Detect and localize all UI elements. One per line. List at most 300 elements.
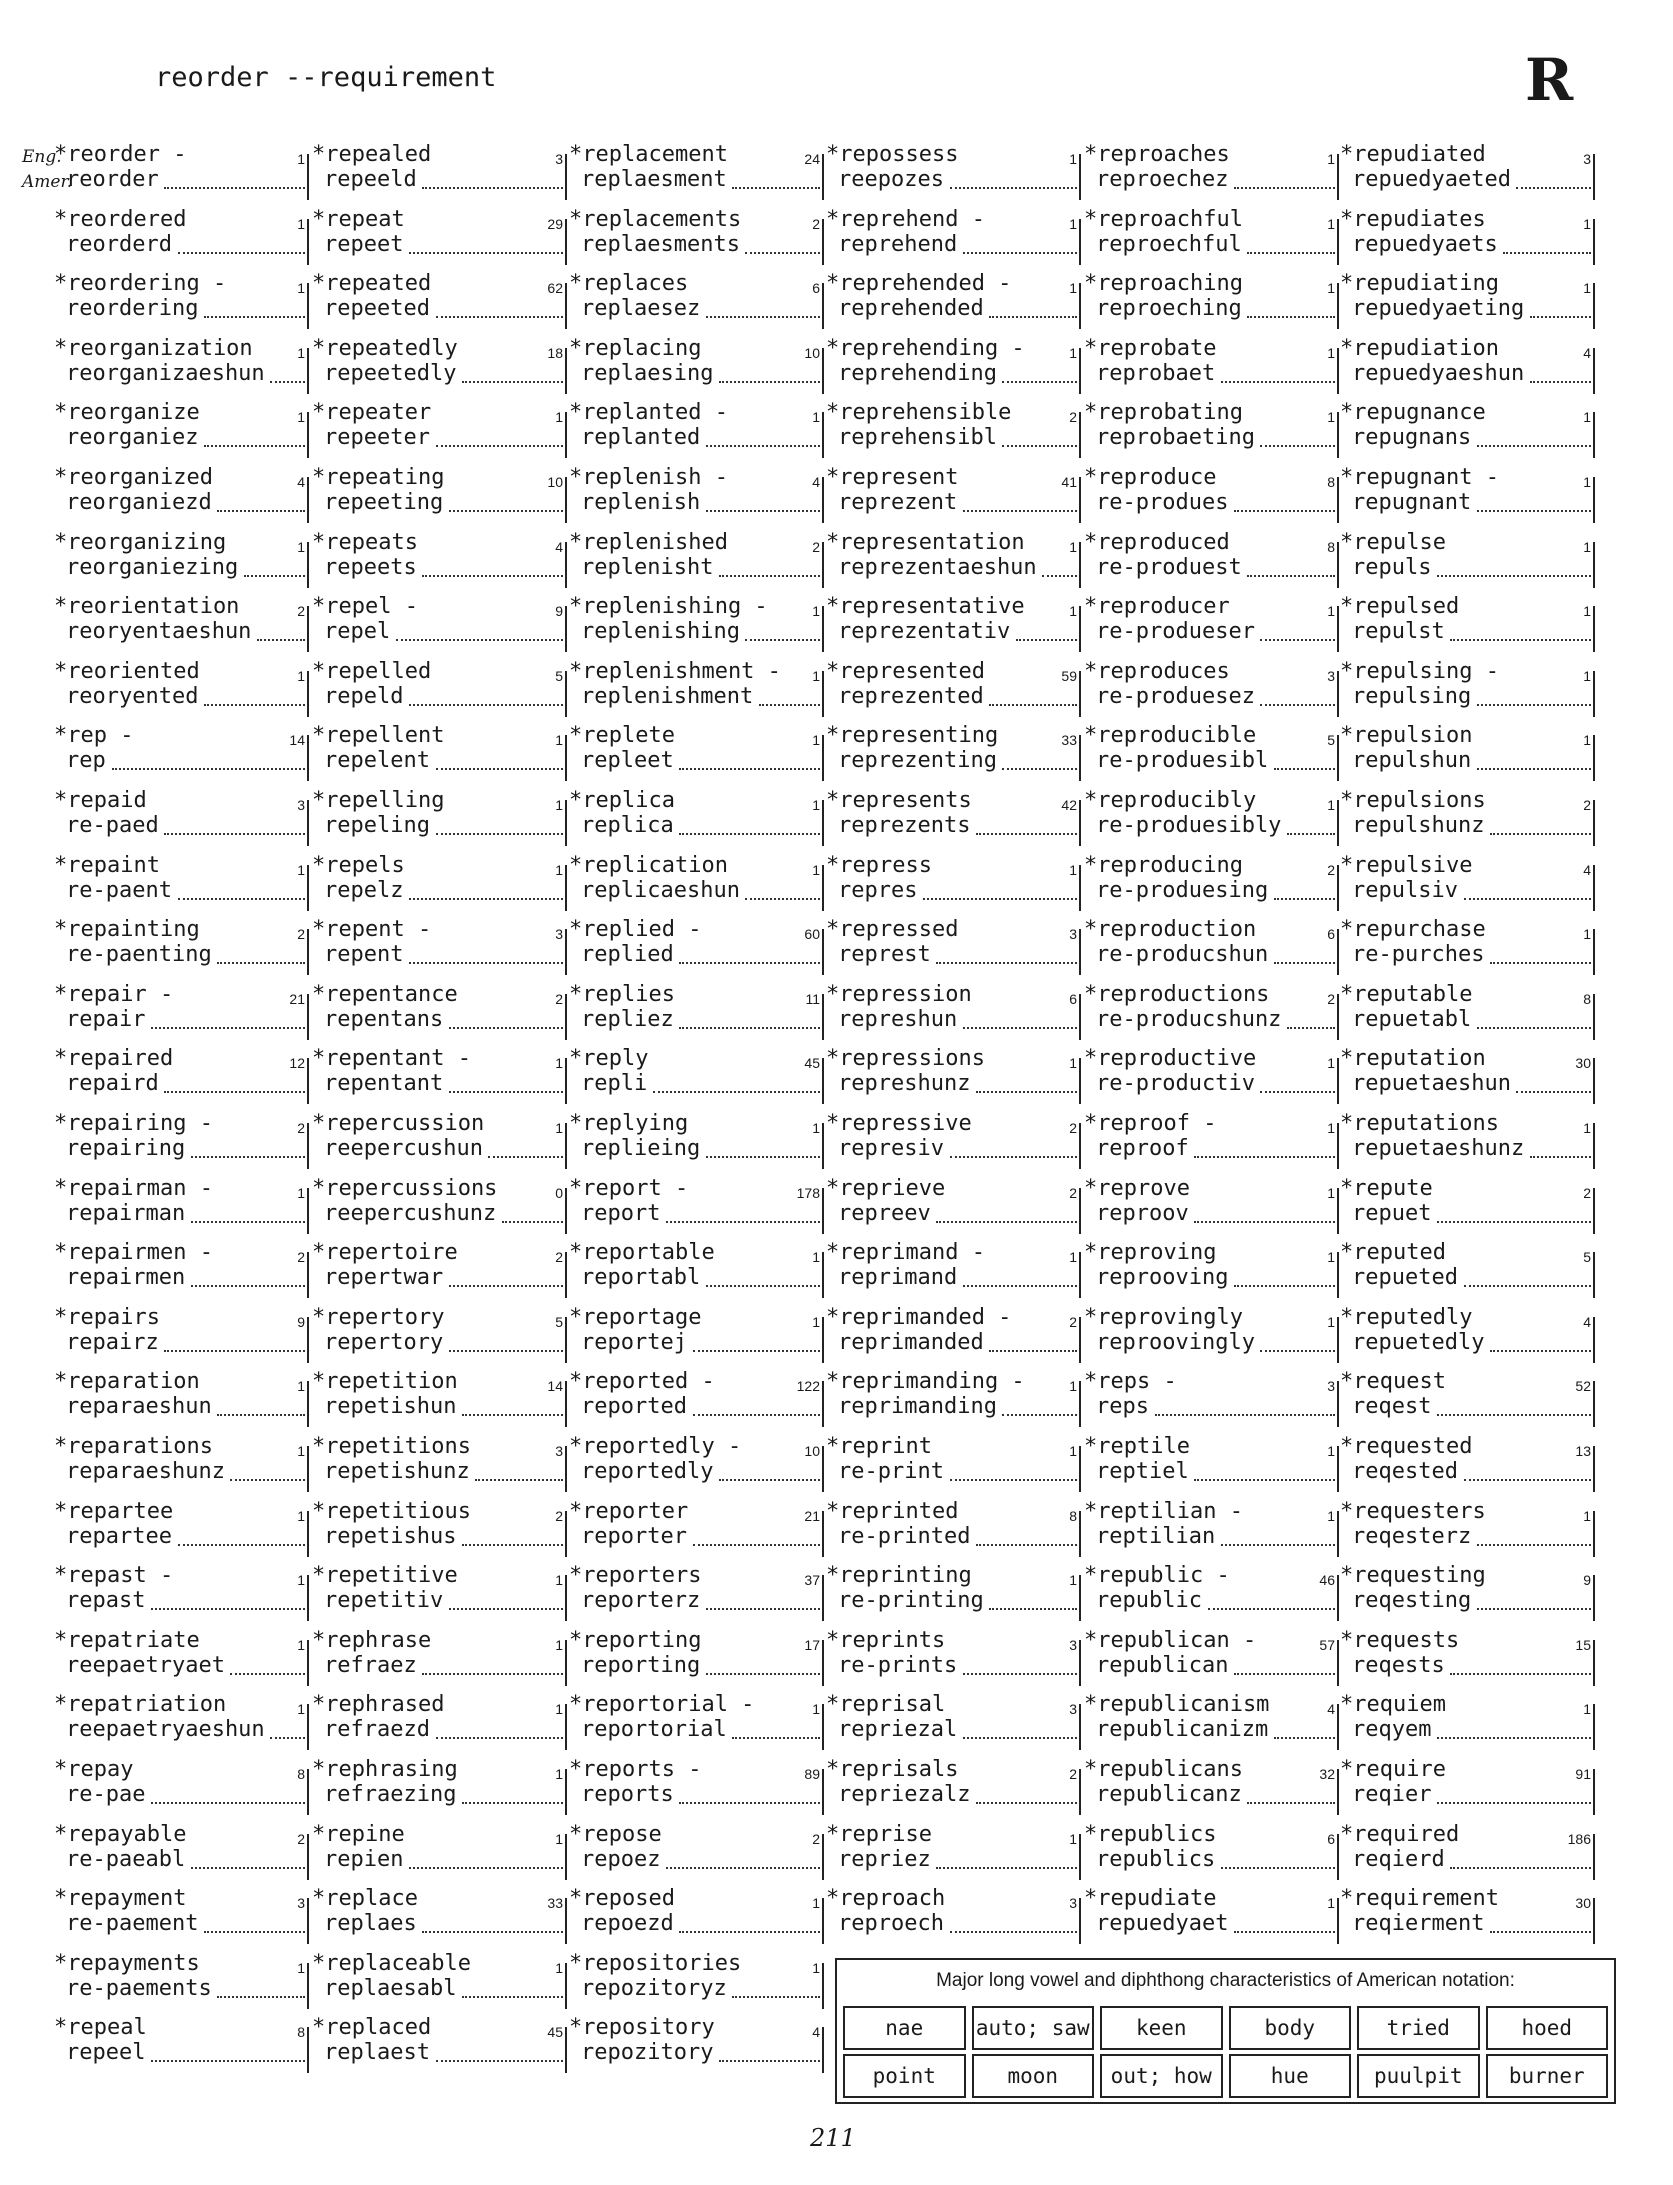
vowel-example: burner bbox=[1486, 2054, 1609, 2098]
frequency-count: 1 bbox=[1069, 1378, 1077, 1395]
leader-dots bbox=[1530, 316, 1591, 318]
american-spelling: reptiel bbox=[1096, 1459, 1189, 1484]
american-spelling: reqests bbox=[1352, 1652, 1445, 1678]
dictionary-entry bbox=[567, 1111, 824, 1169]
frequency-count: 1 bbox=[812, 1313, 820, 1330]
american-spelling: replaesez bbox=[581, 296, 701, 322]
vowel-example: nae bbox=[843, 2006, 966, 2050]
frequency-count: 4 bbox=[1583, 1313, 1591, 1330]
leader-dots bbox=[1477, 704, 1591, 706]
frequency-count: 4 bbox=[1583, 344, 1591, 361]
english-spelling: *repress bbox=[826, 852, 932, 878]
leader-dots bbox=[462, 1996, 563, 1998]
american-spelling: reqyem bbox=[1352, 1717, 1432, 1743]
dictionary-entry bbox=[310, 1305, 567, 1363]
american-spelling: reepozes bbox=[838, 167, 944, 192]
leader-dots bbox=[976, 1544, 1077, 1546]
english-spelling: *repudiate bbox=[1084, 1886, 1217, 1912]
dictionary-entry bbox=[1338, 1757, 1595, 1815]
american-spelling: repelent bbox=[324, 748, 430, 774]
leader-dots bbox=[1260, 639, 1335, 641]
leader-dots bbox=[1234, 510, 1335, 512]
american-spelling: represhunz bbox=[838, 1071, 971, 1097]
leader-dots bbox=[1516, 187, 1591, 189]
american-spelling: re-productiv bbox=[1096, 1071, 1255, 1097]
american-spelling: repulsing bbox=[1352, 683, 1472, 709]
frequency-count: 17 bbox=[804, 1636, 820, 1653]
american-spelling: reprehending bbox=[838, 360, 997, 386]
american-spelling: reprimanded bbox=[838, 1329, 984, 1355]
american-spelling: re-paeabl bbox=[66, 1846, 186, 1872]
leader-dots bbox=[449, 1608, 563, 1610]
leader-dots bbox=[422, 575, 563, 577]
leader-dots bbox=[422, 187, 563, 189]
frequency-count: 42 bbox=[1061, 797, 1077, 813]
leader-dots bbox=[679, 962, 820, 964]
dictionary-entry bbox=[310, 1499, 567, 1557]
dictionary-entry bbox=[824, 1563, 1081, 1621]
leader-dots bbox=[706, 445, 820, 447]
leader-dots bbox=[1002, 768, 1077, 770]
frequency-count: 2 bbox=[1069, 1766, 1077, 1782]
english-spelling: *reports - bbox=[569, 1757, 702, 1782]
frequency-count: 1 bbox=[297, 409, 305, 426]
dictionary-entry bbox=[567, 982, 824, 1040]
leader-dots bbox=[1490, 962, 1591, 964]
english-spelling: *reprisals bbox=[826, 1757, 959, 1782]
leader-dots bbox=[989, 316, 1077, 318]
english-spelling: *repugnant - bbox=[1340, 465, 1499, 490]
dictionary-entry bbox=[52, 142, 309, 200]
dictionary-entry bbox=[824, 853, 1081, 911]
dictionary-entry bbox=[567, 1692, 824, 1750]
english-spelling: *replenishment - bbox=[569, 658, 781, 684]
frequency-count: 1 bbox=[812, 1959, 820, 1976]
english-spelling: *reporters bbox=[569, 1563, 702, 1589]
american-spelling: reproech bbox=[838, 1911, 944, 1937]
american-spelling: reported bbox=[581, 1394, 687, 1420]
leader-dots bbox=[1194, 1479, 1335, 1481]
dictionary-entry bbox=[824, 1046, 1081, 1104]
leader-dots bbox=[732, 1996, 820, 1998]
dictionary-entry bbox=[1082, 1628, 1339, 1686]
american-spelling: republics bbox=[1096, 1846, 1216, 1872]
leader-dots bbox=[1450, 1673, 1591, 1675]
english-spelling: *reprise bbox=[826, 1821, 932, 1847]
leader-dots bbox=[679, 768, 820, 770]
english-spelling: *republic - bbox=[1084, 1563, 1230, 1589]
american-spelling: re-paements bbox=[66, 1975, 212, 2001]
frequency-count: 9 bbox=[1583, 1572, 1591, 1589]
english-spelling: *reorder - bbox=[54, 142, 187, 167]
american-spelling: repeeted bbox=[324, 296, 430, 322]
english-spelling: *repercussions bbox=[312, 1175, 498, 1201]
english-spelling: *reparations bbox=[54, 1434, 213, 1459]
american-spelling: reepaetryaeshun bbox=[66, 1717, 265, 1743]
leader-dots bbox=[436, 445, 563, 447]
leader-dots bbox=[230, 1673, 305, 1675]
english-spelling: *replacing bbox=[569, 335, 702, 361]
leader-dots bbox=[666, 1221, 820, 1223]
frequency-count: 1 bbox=[1583, 280, 1591, 297]
leader-dots bbox=[1477, 1027, 1591, 1029]
american-spelling: reorganiezd bbox=[66, 490, 212, 515]
leader-dots bbox=[230, 1479, 305, 1481]
american-spelling: reprimanding bbox=[838, 1394, 997, 1420]
frequency-count: 1 bbox=[297, 667, 305, 684]
american-spelling: replaesment bbox=[581, 167, 727, 192]
english-spelling: *replenish - bbox=[569, 465, 728, 490]
frequency-count: 4 bbox=[555, 538, 563, 555]
american-spelling: reprezented bbox=[838, 683, 984, 709]
english-spelling: *repatriation bbox=[54, 1692, 227, 1718]
english-spelling: *repudiating bbox=[1340, 271, 1499, 297]
dictionary-entry bbox=[310, 2015, 567, 2073]
frequency-count: 1 bbox=[1327, 280, 1335, 297]
dictionary-entry bbox=[567, 1951, 824, 2009]
dictionary-entry bbox=[1338, 400, 1595, 458]
american-spelling: repoez bbox=[581, 1846, 661, 1872]
dictionary-entry bbox=[52, 465, 309, 523]
american-spelling: repriez bbox=[838, 1846, 931, 1872]
english-spelling: *reps - bbox=[1084, 1369, 1177, 1395]
english-spelling: *represent bbox=[826, 465, 959, 490]
english-spelling: *reorganized bbox=[54, 465, 213, 490]
english-spelling: *reprimanding - bbox=[826, 1369, 1025, 1395]
frequency-count: 1 bbox=[555, 1766, 563, 1782]
frequency-count: 3 bbox=[1069, 1701, 1077, 1718]
english-spelling: *repairing - bbox=[54, 1111, 213, 1136]
english-spelling: *reoriented bbox=[54, 658, 200, 684]
american-spelling: reepercushunz bbox=[324, 1200, 497, 1226]
frequency-count: 2 bbox=[555, 1249, 563, 1266]
frequency-count: 6 bbox=[812, 280, 820, 297]
dictionary-entry bbox=[824, 1111, 1081, 1169]
english-spelling: *reorientation bbox=[54, 594, 240, 620]
american-spelling: replenishment bbox=[581, 683, 754, 709]
english-spelling: *repository bbox=[569, 2015, 715, 2041]
american-spelling: reportej bbox=[581, 1329, 687, 1355]
leader-dots bbox=[666, 1867, 820, 1869]
american-spelling: repozitoryz bbox=[581, 1975, 727, 2001]
leader-dots bbox=[1247, 252, 1335, 254]
leader-dots bbox=[449, 1091, 563, 1093]
american-spelling: reprobaeting bbox=[1096, 425, 1255, 451]
frequency-count: 8 bbox=[1327, 538, 1335, 555]
dictionary-entry bbox=[1082, 1434, 1339, 1492]
dictionary-entry bbox=[567, 1046, 824, 1104]
english-spelling: *reputations bbox=[1340, 1111, 1499, 1136]
frequency-count: 1 bbox=[1327, 797, 1335, 813]
american-spelling: re-produest bbox=[1096, 554, 1242, 580]
english-spelling: *require bbox=[1340, 1757, 1446, 1782]
frequency-count: 18 bbox=[547, 344, 563, 361]
dictionary-entry bbox=[1082, 1111, 1339, 1169]
american-spelling: reepaetryaet bbox=[66, 1652, 225, 1678]
american-spelling: repreev bbox=[838, 1200, 931, 1226]
frequency-count: 2 bbox=[812, 538, 820, 555]
american-spelling: refraez bbox=[324, 1652, 417, 1678]
dictionary-entry bbox=[310, 1951, 567, 2009]
leader-dots bbox=[1155, 1414, 1335, 1416]
leader-dots bbox=[693, 1544, 820, 1546]
frequency-count: 1 bbox=[1069, 1443, 1077, 1459]
leader-dots bbox=[1437, 575, 1591, 577]
frequency-count: 1 bbox=[555, 1636, 563, 1653]
leader-dots bbox=[1208, 1608, 1335, 1610]
dictionary-entry bbox=[310, 659, 567, 717]
american-spelling: reprehend bbox=[838, 231, 958, 257]
leader-dots bbox=[1516, 1091, 1591, 1093]
leader-dots bbox=[462, 1802, 563, 1804]
leader-dots bbox=[1221, 1867, 1335, 1869]
english-spelling: *replication bbox=[569, 852, 728, 878]
american-spelling: repentant bbox=[324, 1071, 444, 1097]
leader-dots bbox=[191, 1867, 305, 1869]
frequency-count: 1 bbox=[555, 732, 563, 749]
frequency-count: 8 bbox=[1327, 474, 1335, 490]
dictionary-entry bbox=[824, 1176, 1081, 1234]
english-spelling: *representation bbox=[826, 529, 1025, 555]
dictionary-entry bbox=[1082, 853, 1339, 911]
leader-dots bbox=[1247, 575, 1335, 577]
american-spelling: repairman bbox=[66, 1200, 186, 1226]
dictionary-entry bbox=[310, 1369, 567, 1427]
english-spelling: *repairs bbox=[54, 1304, 160, 1330]
leader-dots bbox=[1503, 252, 1591, 254]
leader-dots bbox=[1274, 1737, 1335, 1739]
american-spelling: replicaeshun bbox=[581, 877, 740, 903]
leader-dots bbox=[1530, 1156, 1591, 1158]
american-spelling: repulshunz bbox=[1352, 813, 1485, 838]
frequency-count: 11 bbox=[805, 990, 820, 1007]
dictionary-entry bbox=[1082, 594, 1339, 652]
leader-dots bbox=[1221, 381, 1335, 383]
frequency-count: 2 bbox=[1069, 1120, 1077, 1136]
frequency-count: 32 bbox=[1319, 1766, 1335, 1782]
leader-dots bbox=[1490, 833, 1591, 835]
leader-dots bbox=[679, 1027, 820, 1029]
english-spelling: *repairman - bbox=[54, 1175, 213, 1201]
american-spelling: re-print bbox=[838, 1459, 944, 1484]
frequency-count: 1 bbox=[1583, 603, 1591, 620]
leader-dots bbox=[1016, 639, 1077, 641]
frequency-count: 1 bbox=[297, 1636, 305, 1653]
english-spelling: *reported - bbox=[569, 1369, 715, 1395]
leader-dots bbox=[178, 252, 305, 254]
american-spelling: reqierd bbox=[1352, 1846, 1445, 1872]
english-spelling: *reptilian - bbox=[1084, 1498, 1243, 1524]
american-spelling: reprehended bbox=[838, 296, 984, 322]
dictionary-entry bbox=[1338, 1886, 1595, 1944]
dictionary-entry bbox=[52, 1628, 309, 1686]
dictionary-entry bbox=[52, 271, 309, 329]
dictionary-entry bbox=[567, 1369, 824, 1427]
dictionary-entry bbox=[1338, 1434, 1595, 1492]
label-amer: Amer. bbox=[22, 172, 73, 192]
frequency-count: 1 bbox=[1583, 538, 1591, 555]
american-spelling: replaes bbox=[324, 1911, 417, 1937]
english-spelling: *reply bbox=[569, 1046, 649, 1072]
leader-dots bbox=[462, 1414, 563, 1416]
dictionary-entry bbox=[824, 1369, 1081, 1427]
american-spelling: repliez bbox=[581, 1006, 674, 1032]
leader-dots bbox=[217, 1996, 305, 1998]
leader-dots bbox=[449, 1027, 563, 1029]
leader-dots bbox=[719, 381, 820, 383]
american-spelling: replaesabl bbox=[324, 1975, 457, 2001]
frequency-count: 6 bbox=[1327, 1830, 1335, 1847]
american-spelling: repuedyaeshun bbox=[1352, 360, 1525, 386]
dictionary-entry bbox=[1082, 1692, 1339, 1750]
leader-dots bbox=[679, 1931, 820, 1933]
dictionary-entry bbox=[1082, 1499, 1339, 1557]
frequency-count: 1 bbox=[1069, 861, 1077, 878]
english-spelling: *repressive bbox=[826, 1111, 972, 1136]
american-spelling: repel bbox=[324, 619, 391, 645]
dictionary-entry bbox=[1082, 1240, 1339, 1298]
frequency-count: 62 bbox=[547, 280, 563, 297]
leader-dots bbox=[950, 1931, 1077, 1933]
frequency-count: 1 bbox=[812, 1249, 820, 1266]
frequency-count: 59 bbox=[1061, 667, 1077, 684]
frequency-count: 4 bbox=[1583, 861, 1591, 878]
dictionary-entry bbox=[824, 1434, 1081, 1492]
english-spelling: *repeat bbox=[312, 206, 405, 232]
english-spelling: *repairmen - bbox=[54, 1240, 213, 1266]
american-spelling: repuetaeshunz bbox=[1352, 1136, 1525, 1161]
american-spelling: replenishing bbox=[581, 619, 740, 645]
frequency-count: 122 bbox=[796, 1378, 820, 1395]
frequency-count: 1 bbox=[1583, 1507, 1591, 1524]
dictionary-entry bbox=[567, 1822, 824, 1880]
dictionary-entry bbox=[567, 530, 824, 588]
leader-dots bbox=[436, 2060, 563, 2062]
leader-dots bbox=[488, 1156, 563, 1158]
frequency-count: 5 bbox=[555, 667, 563, 684]
leader-dots bbox=[1437, 1221, 1591, 1223]
english-spelling: *reprobate bbox=[1084, 335, 1217, 361]
frequency-count: 57 bbox=[1319, 1636, 1335, 1653]
dictionary-entry bbox=[824, 788, 1081, 846]
frequency-count: 10 bbox=[547, 474, 563, 490]
vowel-example: auto; saw bbox=[972, 2006, 1095, 2050]
frequency-count: 4 bbox=[812, 2024, 820, 2041]
leader-dots bbox=[963, 510, 1077, 512]
american-spelling: re-produesez bbox=[1096, 683, 1255, 709]
frequency-count: 37 bbox=[804, 1572, 820, 1589]
dictionary-entry bbox=[567, 1563, 824, 1621]
leader-dots bbox=[1274, 768, 1335, 770]
dictionary-entry bbox=[1082, 1563, 1339, 1621]
frequency-count: 30 bbox=[1575, 1055, 1591, 1072]
american-spelling: repriezal bbox=[838, 1717, 958, 1743]
leader-dots bbox=[679, 833, 820, 835]
leader-dots bbox=[449, 1285, 563, 1287]
dictionary-entry bbox=[1338, 1369, 1595, 1427]
english-spelling: *repainting bbox=[54, 917, 200, 943]
dictionary-entry bbox=[310, 917, 567, 975]
page-title: reorder --requirement bbox=[155, 62, 497, 93]
dictionary-entry bbox=[52, 207, 309, 265]
leader-dots bbox=[1234, 187, 1335, 189]
vowel-notation-box bbox=[835, 1958, 1616, 2104]
english-spelling: *reprehended - bbox=[826, 271, 1012, 297]
dictionary-entry bbox=[1338, 336, 1595, 394]
english-spelling: *reproof - bbox=[1084, 1111, 1217, 1136]
leader-dots bbox=[1234, 1285, 1335, 1287]
leader-dots bbox=[164, 187, 305, 189]
dictionary-entry bbox=[824, 1692, 1081, 1750]
frequency-count: 4 bbox=[812, 474, 820, 490]
english-spelling: *replacement bbox=[569, 142, 728, 167]
english-spelling: *repeater bbox=[312, 400, 432, 426]
dictionary-entry bbox=[52, 917, 309, 975]
dictionary-entry bbox=[310, 142, 567, 200]
american-spelling: repeets bbox=[324, 554, 417, 580]
frequency-count: 1 bbox=[1583, 1120, 1591, 1136]
frequency-count: 1 bbox=[1327, 151, 1335, 167]
american-spelling: repeld bbox=[324, 683, 404, 709]
dictionary-entry bbox=[310, 1886, 567, 1944]
frequency-count: 1 bbox=[297, 1378, 305, 1395]
english-spelling: *repay bbox=[54, 1757, 134, 1782]
frequency-count: 1 bbox=[812, 861, 820, 878]
frequency-count: 46 bbox=[1319, 1572, 1335, 1589]
american-spelling: repaird bbox=[66, 1071, 159, 1097]
english-spelling: *repurchase bbox=[1340, 917, 1486, 943]
english-spelling: *repulsion bbox=[1340, 723, 1473, 749]
american-spelling: re-paement bbox=[66, 1911, 199, 1937]
english-spelling: *reputable bbox=[1340, 981, 1473, 1007]
dictionary-entry bbox=[567, 142, 824, 200]
dictionary-entry bbox=[310, 1822, 567, 1880]
leader-dots bbox=[1274, 898, 1335, 900]
american-spelling: repertwar bbox=[324, 1265, 444, 1291]
american-spelling: reordering bbox=[66, 296, 199, 322]
american-spelling: reportabl bbox=[581, 1265, 701, 1291]
dictionary-entry bbox=[1338, 1111, 1595, 1169]
leader-dots bbox=[1450, 639, 1591, 641]
leader-dots bbox=[1221, 1544, 1335, 1546]
frequency-count: 60 bbox=[804, 926, 820, 943]
dictionary-entry bbox=[824, 465, 1081, 523]
dictionary-entry bbox=[310, 1563, 567, 1621]
leader-dots bbox=[112, 768, 305, 770]
frequency-count: 1 bbox=[1327, 603, 1335, 620]
leader-dots bbox=[1274, 962, 1335, 964]
english-spelling: *represents bbox=[826, 788, 972, 813]
dictionary-entry bbox=[1082, 1757, 1339, 1815]
english-spelling: *repudiates bbox=[1340, 206, 1486, 232]
leader-dots bbox=[409, 704, 563, 706]
frequency-count: 45 bbox=[804, 1055, 820, 1072]
frequency-count: 3 bbox=[1327, 667, 1335, 684]
leader-dots bbox=[963, 1673, 1077, 1675]
leader-dots bbox=[1260, 1350, 1335, 1352]
leader-dots bbox=[1477, 1608, 1591, 1610]
leader-dots bbox=[257, 639, 305, 641]
leader-dots bbox=[204, 704, 305, 706]
frequency-count: 8 bbox=[297, 2024, 305, 2041]
english-spelling: *replenished bbox=[569, 529, 728, 555]
american-spelling: repent bbox=[324, 942, 404, 968]
american-spelling: re-producshunz bbox=[1096, 1006, 1282, 1032]
american-spelling: re-produes bbox=[1096, 490, 1229, 515]
american-spelling: represiv bbox=[838, 1136, 944, 1161]
frequency-count: 1 bbox=[812, 1701, 820, 1718]
american-spelling: repairz bbox=[66, 1329, 159, 1355]
